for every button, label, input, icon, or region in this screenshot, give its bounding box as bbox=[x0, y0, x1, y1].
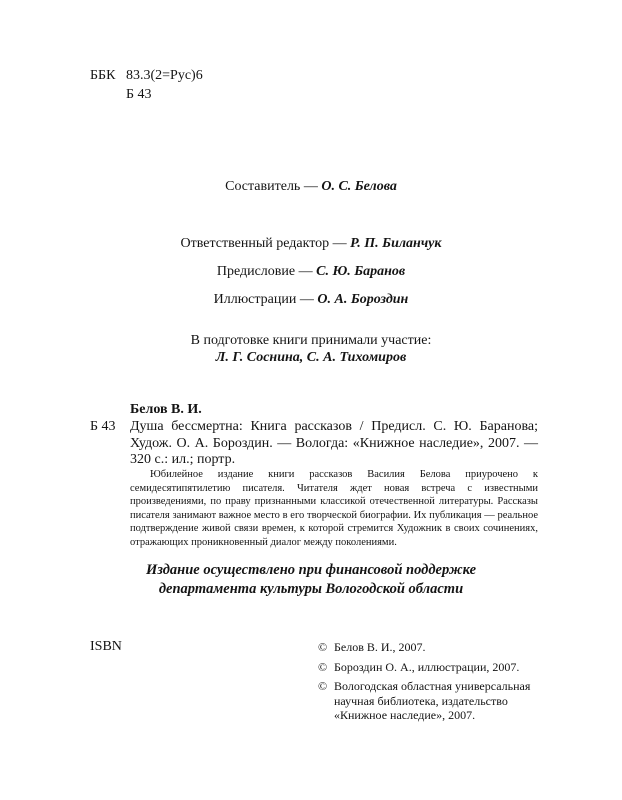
participants-names: Л. Г. Соснина, С. А. Тихомиров bbox=[215, 350, 407, 365]
editor-name: Р. П. Биланчук bbox=[350, 236, 442, 251]
funding-line-1: Издание осуществлено при финансовой поддержке bbox=[145, 562, 477, 578]
compiler-name: О. С. Белова bbox=[321, 179, 397, 194]
copyright-item bbox=[318, 679, 548, 723]
catalog-code: Б 43 bbox=[90, 419, 116, 434]
bbk-subrow bbox=[90, 85, 203, 104]
compiler-credit bbox=[0, 179, 622, 195]
foreword-name: С. Ю. Баранов bbox=[316, 264, 406, 279]
bbk-row bbox=[90, 66, 203, 85]
illustrations-credit bbox=[0, 292, 622, 308]
compiler-role: Составитель — bbox=[225, 179, 318, 194]
copyright-symbol-icon: © bbox=[318, 659, 328, 674]
copyright-text: Вологодская областная универсальная научная библиотека, издательство «Книжное наследие», 2007. bbox=[334, 679, 531, 722]
foreword-role: Предисловие — bbox=[216, 264, 313, 279]
illustrations-role: Иллюстрации — bbox=[213, 292, 314, 307]
bbk-code: 83.3(2=Рус)6 bbox=[126, 68, 203, 83]
editor-credit bbox=[0, 236, 622, 252]
copyright-symbol-icon: © bbox=[318, 640, 328, 654]
participants-credit bbox=[0, 332, 622, 366]
bbk-label: ББК bbox=[90, 68, 116, 83]
catalog-description: Душа бессмертна: Книга рассказов / Предисл. С. Ю. Баранова; Худож. О. А. Бороздин. — Вологда: «Книжное наследие», 2007. — 320 с.: ил.; портр. bbox=[130, 419, 538, 467]
illustrations-name: О. А. Бороздин bbox=[317, 292, 409, 307]
isbn-label: ISBN bbox=[90, 639, 122, 654]
participation-line: В подготовке книги принимали участие: bbox=[190, 333, 432, 348]
funding-line-2: департамента культуры Вологодской области bbox=[158, 581, 464, 597]
editor-role: Ответственный редактор — bbox=[180, 236, 347, 251]
copyright-text: Белов В. И., 2007. bbox=[334, 640, 426, 654]
copyright-block bbox=[318, 640, 548, 728]
catalog-annotation: Юбилейное издание книги рассказов Василия Белова приурочено к семидесятипятилетию писателя. Читателя ждет новая встреча с известными произведениями, по праву признанными классикой отечественной литературы. Рассказы писателя занимают важное место в его творческой биографии. Их публикация — реальное подтверждение живой связи времен, к которой стремится Художник в своих сочинениях, отражающих проникновенный диалог между поколениями. bbox=[130, 469, 538, 548]
copyright-item bbox=[318, 660, 548, 675]
copyright-text: Бороздин О. А., иллюстрации, 2007. bbox=[334, 659, 520, 674]
bbk-block bbox=[90, 66, 203, 104]
copyright-item bbox=[318, 640, 548, 655]
bbk-sub-code: Б 43 bbox=[126, 87, 152, 102]
foreword-credit bbox=[0, 264, 622, 280]
catalog-author: Белов В. И. bbox=[130, 402, 202, 417]
copyright-symbol-icon: © bbox=[318, 679, 328, 693]
funding-note bbox=[0, 561, 622, 599]
bbk-spacer bbox=[90, 85, 126, 104]
